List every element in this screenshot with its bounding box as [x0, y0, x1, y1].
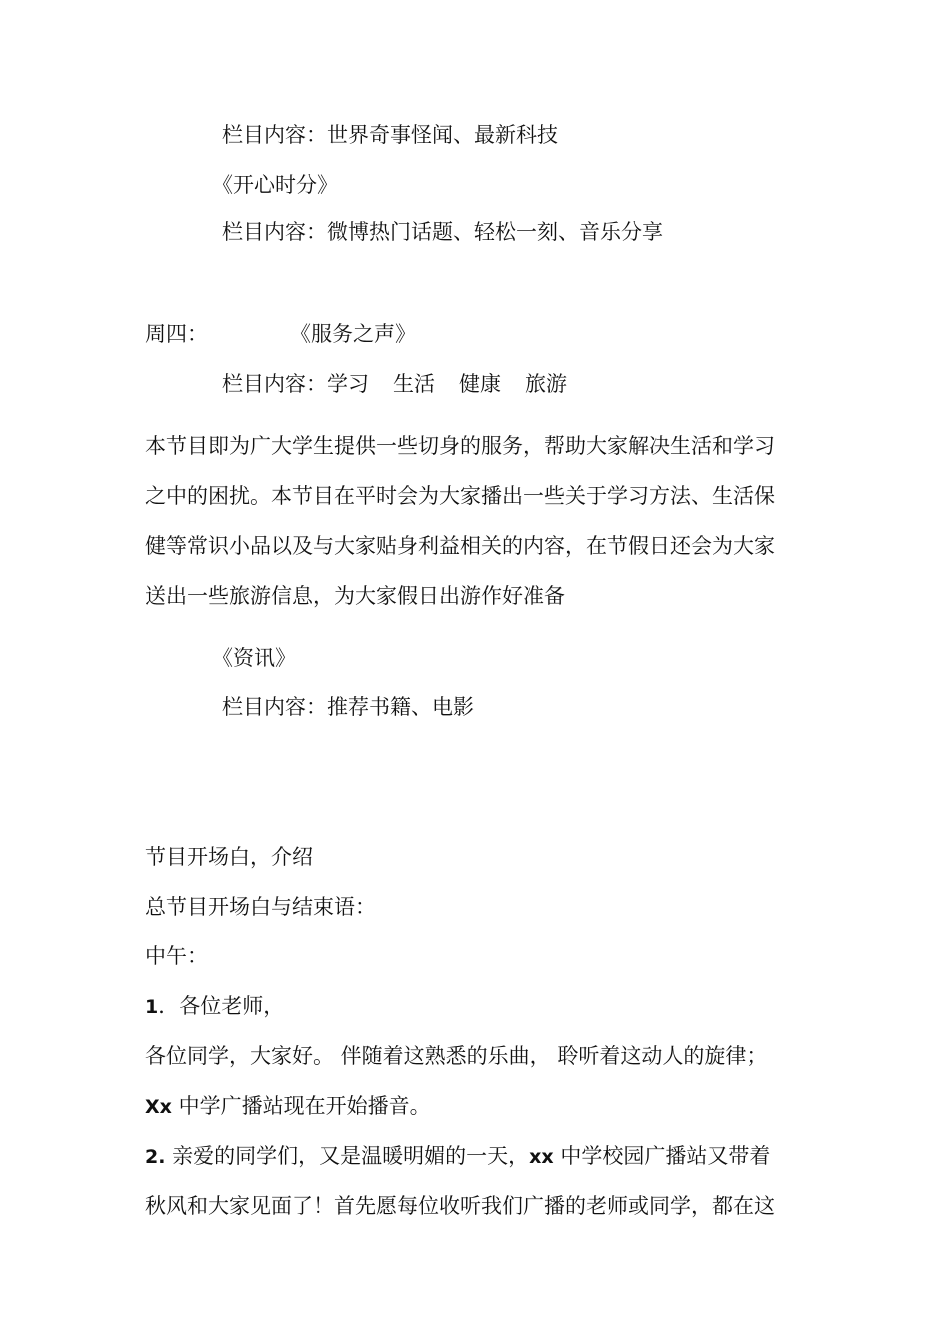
- noon-heading: 中午：: [145, 944, 208, 968]
- item-text: 亲爱的同学们，又是温暖明媚的一天，: [165, 1144, 530, 1168]
- school-name-placeholder: xx: [529, 1146, 554, 1168]
- item-number: 1: [145, 996, 159, 1018]
- item-1-line-1: [145, 991, 284, 1022]
- paragraph-line-4: 送出一些旅游信息，为大家假日出游作好准备: [145, 584, 565, 608]
- paragraph-line-3: 健等常识小品以及与大家贴身利益相关的内容，在节假日还会为大家: [145, 534, 775, 558]
- opening-intro-heading: 节目开场白，介绍: [145, 845, 313, 869]
- column-content-line-2: 栏目内容：微博热门话题、轻松一刻、音乐分享: [222, 220, 663, 244]
- column-item: 旅游: [525, 372, 567, 396]
- thursday-heading: [145, 319, 416, 349]
- item-text: ．各位老师，: [158, 994, 285, 1018]
- service-voice-title: 《服务之声》: [290, 322, 416, 346]
- item-text: 中学广播站现在开始播音。: [171, 1094, 431, 1118]
- item-number: 2.: [145, 1146, 166, 1168]
- item-text: 中学校园广播站又带着: [553, 1144, 771, 1168]
- column-content-line-3: [222, 369, 567, 399]
- item-2-line-2: 秋风和大家见面了！首先愿每位收听我们广播的老师或同学，都在这: [145, 1194, 775, 1218]
- item-1-line-2: 各位同学，大家好。 伴随着这熟悉的乐曲， 聆听着这动人的旋律；: [145, 1044, 768, 1068]
- column-content-prefix: 栏目内容：: [222, 372, 327, 396]
- program-title-happy-time: 《开心时分》: [212, 173, 338, 197]
- opening-closing-heading: 总节目开场白与结束语：: [145, 895, 376, 919]
- item-1-line-3: [145, 1091, 431, 1122]
- school-name-placeholder: Xx: [145, 1096, 172, 1118]
- column-content-line-4: 栏目内容：推荐书籍、电影: [222, 695, 474, 719]
- program-title-news: 《资讯》: [212, 646, 296, 670]
- column-item: 健康: [459, 372, 501, 396]
- column-item: 生活: [393, 372, 435, 396]
- paragraph-line-1: 本节目即为广大学生提供一些切身的服务，帮助大家解决生活和学习: [145, 434, 775, 458]
- thursday-label: 周四：: [145, 322, 208, 346]
- column-content-line-1: 栏目内容：世界奇事怪闻、最新科技: [222, 123, 558, 147]
- paragraph-line-2: 之中的困扰。本节目在平时会为大家播出一些关于学习方法、生活保: [145, 484, 775, 508]
- column-item: 学习: [327, 372, 369, 396]
- item-2-line-1: [145, 1141, 770, 1172]
